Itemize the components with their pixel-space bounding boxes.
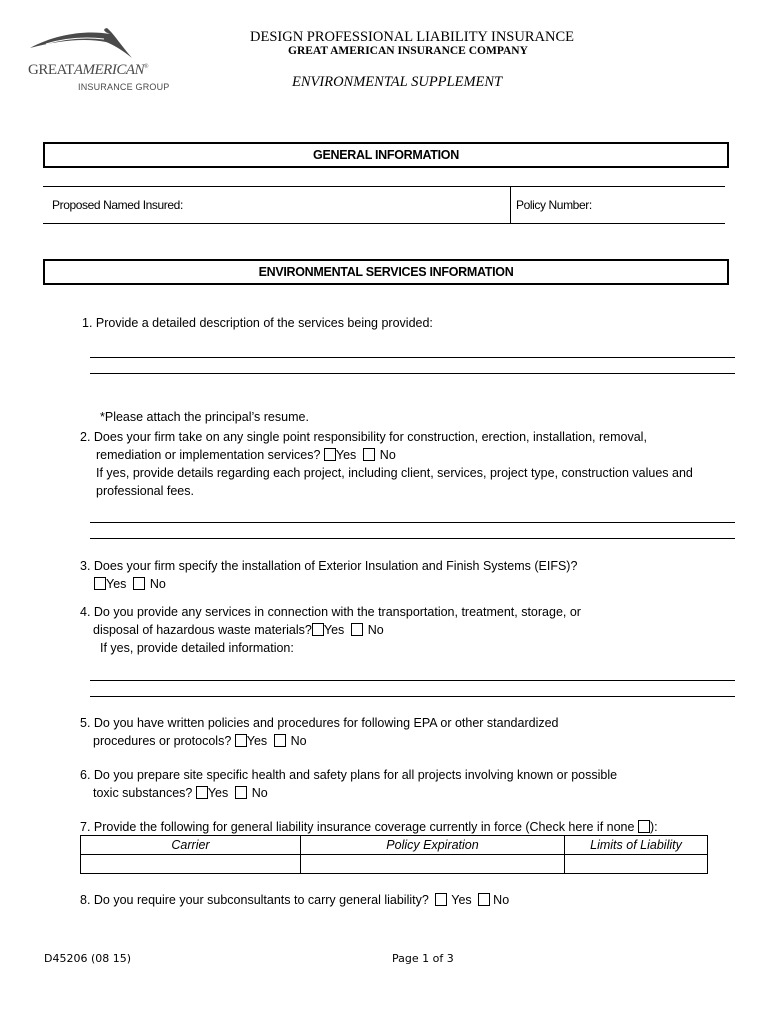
question-2-line-2: remediation or implementation services? Yes No [96, 448, 396, 462]
answer-line-q4-a[interactable] [90, 680, 735, 681]
form-number: D45206 (08 15) [44, 952, 132, 965]
q5-yes-label: Yes [246, 734, 268, 748]
question-2-line-4: professional fees. [96, 484, 194, 498]
answer-line-q4-b[interactable] [90, 696, 735, 697]
coverage-header-row [81, 836, 708, 855]
q3-yes-checkbox[interactable] [94, 577, 106, 590]
limits-cell[interactable] [565, 855, 708, 874]
question-5-line-1: 5. Do you have written policies and procedures for following EPA or other standardized [80, 716, 559, 730]
q6-yes-checkbox[interactable] [196, 786, 208, 799]
logo-brand: GREATAMERICAN® [28, 62, 149, 78]
q6-no-checkbox[interactable] [235, 786, 247, 799]
policy-expiration-header: Policy Expiration [301, 836, 565, 855]
question-2 [80, 428, 740, 500]
limits-header: Limits of Liability [565, 836, 708, 855]
q4-yes-label: Yes [323, 623, 345, 637]
question-4-line-2: disposal of hazardous waste materials? Yes No [93, 623, 384, 637]
question-7: 7. Provide the following for general liability insurance coverage currently in force (Check here if none ): [80, 820, 658, 834]
q8-no-checkbox[interactable] [478, 893, 490, 906]
q3-yes-label: Yes [106, 577, 127, 591]
q2-yes-label: Yes [335, 448, 357, 462]
coverage-table [80, 835, 708, 874]
general-information-heading: GENERAL INFORMATION [43, 142, 729, 168]
q8-yes-label: Yes [451, 893, 472, 907]
q5-no-checkbox[interactable] [274, 734, 286, 747]
q5-no-label: No [290, 734, 307, 748]
general-info-table [43, 186, 725, 224]
q2-no-label: No [379, 448, 396, 462]
question-2-line-1: 2. Does your firm take on any single point responsibility for construction, erection, installation, removal, [80, 430, 647, 444]
question-1: 1. Provide a detailed description of the services being provided: [82, 316, 433, 330]
policy-number-field[interactable] [511, 187, 725, 223]
policy-number-label: Policy Number: [516, 198, 592, 212]
question-3-options [80, 575, 740, 593]
eagle-icon [26, 28, 136, 64]
question-3 [80, 557, 740, 593]
answer-line-q2-a[interactable] [90, 522, 735, 523]
supplement-title: ENVIRONMENTAL SUPPLEMENT [292, 74, 503, 90]
question-5-line-2: procedures or protocols? Yes No [93, 734, 307, 748]
page-number: Page 1 of 3 [392, 952, 454, 965]
question-2-line-3: If yes, provide details regarding each project, including client, services, project type, construction values and [96, 466, 693, 480]
q8-no-label: No [493, 893, 510, 907]
q7-none-checkbox[interactable] [638, 820, 650, 833]
form-title: DESIGN PROFESSIONAL LIABILITY INSURANCE [250, 29, 574, 45]
q6-yes-label: Yes [207, 786, 229, 800]
question-6 [80, 766, 740, 802]
q8-yes-checkbox[interactable] [435, 893, 447, 906]
q2-no-checkbox[interactable] [363, 448, 375, 461]
question-4-line-1: 4. Do you provide any services in connection with the transportation, treatment, storage, or [80, 605, 581, 619]
question-5 [80, 714, 740, 750]
question-6-line-2: toxic substances? Yes No [93, 786, 268, 800]
named-insured-field[interactable] [43, 187, 511, 223]
carrier-cell[interactable] [81, 855, 301, 874]
company-name: GREAT AMERICAN INSURANCE COMPANY [288, 45, 528, 57]
question-8: 8. Do you require your subconsultants to carry general liability? Yes No [80, 893, 510, 907]
q3-no-label: No [149, 577, 166, 591]
named-insured-label: Proposed Named Insured: [52, 198, 183, 212]
q3-no-checkbox[interactable] [133, 577, 145, 590]
q2-yes-checkbox[interactable] [324, 448, 336, 461]
carrier-header: Carrier [81, 836, 301, 855]
resume-note: *Please attach the principal’s resume. [100, 410, 309, 424]
answer-line-q1-b[interactable] [90, 373, 735, 374]
q4-yes-checkbox[interactable] [312, 623, 324, 636]
logo-subtitle: INSURANCE GROUP [78, 82, 170, 92]
q6-no-label: No [251, 786, 268, 800]
question-6-line-1: 6. Do you prepare site specific health and safety plans for all projects involving known or possible [80, 768, 618, 782]
q7-close: ): [649, 820, 658, 834]
coverage-entry-row [81, 855, 708, 874]
question-4-line-3: If yes, provide detailed information: [100, 641, 294, 655]
environmental-services-heading: ENVIRONMENTAL SERVICES INFORMATION [43, 259, 729, 285]
question-3-text: 3. Does your firm specify the installation of Exterior Insulation and Finish Systems (EIFS)? [80, 559, 578, 573]
answer-line-q2-b[interactable] [90, 538, 735, 539]
q4-no-label: No [367, 623, 384, 637]
q4-no-checkbox[interactable] [351, 623, 363, 636]
q5-yes-checkbox[interactable] [235, 734, 247, 747]
policy-expiration-cell[interactable] [301, 855, 565, 874]
company-logo [26, 28, 170, 98]
question-4 [80, 603, 740, 657]
answer-line-q1-a[interactable] [90, 357, 735, 358]
